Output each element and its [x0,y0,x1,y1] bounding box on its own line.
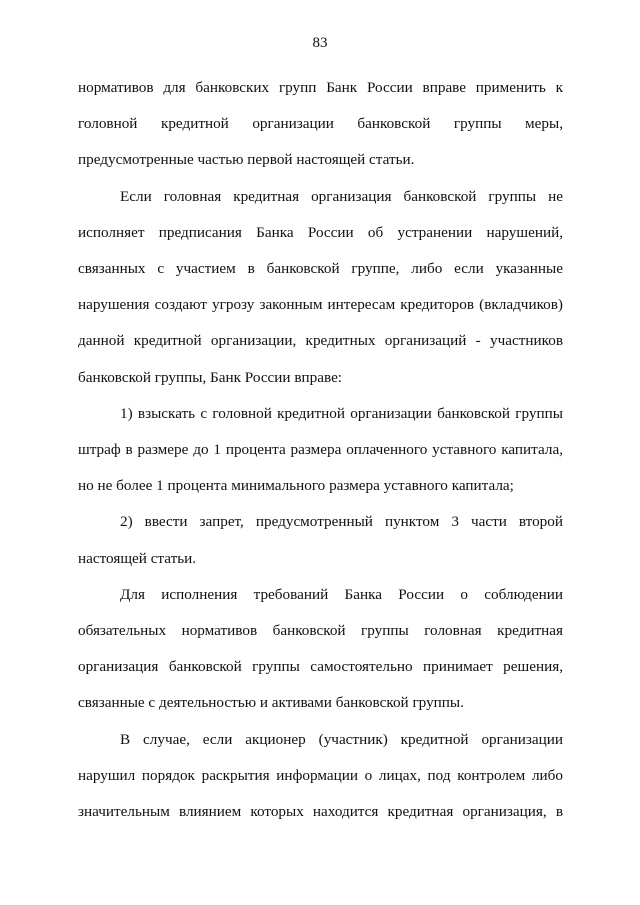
paragraph-1: нормативов для банковских групп Банк России вправе применить к головной кредитной организации банковской группы меры, предусмотренные частью первой настоящей статьи. [78,79,563,169]
paragraph-6: В случае, если акционер (участник) кредитной организации нарушил порядок раскрытия информации о лицах, под контролем либо значительным влиянием которых находится кредитная организация, в [78,730,563,821]
paragraph-4: 2) ввести запрет, предусмотренный пунктом 3 части второй настоящей статьи. [78,513,563,567]
paragraph-5: Для исполнения требований Банка России о соблюдении обязательных нормативов банковской группы головная кредитная организация банковской группы самостоятельно принимает решения, связанные с деятельностью и активами банковской группы. [78,585,563,712]
paragraph-3: 1) взыскать с головной кредитной организации банковской группы штраф в размере до 1 процента размера оплаченного уставного капитала, но не более 1 процента минимального размера уставного капитала; [78,404,563,495]
page-number: 83 [312,35,328,51]
document-body [78,70,563,830]
paragraph-2: Если головная кредитная организация банковской группы не исполняет предписания Банка России об устранении нарушений, связанных с участием в банковской группе, либо если указанные нарушения создают угрозу законным интересам кредиторов (вкладчиков) данной кредитной организации, кредитных организаций - участников банковской группы, Банк России вправе: [78,187,563,386]
